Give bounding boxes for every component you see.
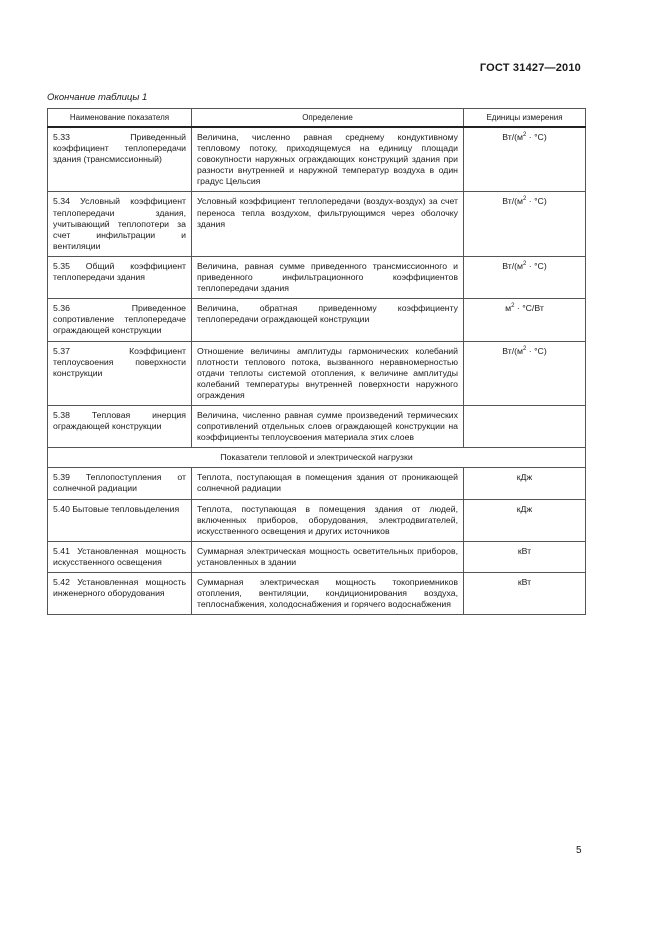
unit-cell: кДж: [464, 468, 586, 499]
unit-exponent: 2: [523, 260, 527, 267]
definition-cell: Теплота, поступающая в помещения здания от проникающей солнечной радиации: [192, 468, 464, 499]
unit-text: Вт/(м: [502, 260, 524, 271]
unit-cell: [464, 127, 586, 192]
section-row: [48, 448, 586, 468]
definition-cell: Величина, численно равная сумме произведений термических сопротивлений отдельных слоев ограждающей конструкции на коэффициенты теплоусвоения материала этих слоев: [192, 405, 464, 447]
term-cell: 5.39 Теплопоступления от солнечной радиации: [48, 468, 192, 499]
definition-cell: Суммарная электрическая мощность осветительных приборов, установленных в здании: [192, 541, 464, 572]
term-cell: 5.36 Приведенное сопротивление теплопередаче ограждающей конструкции: [48, 299, 192, 341]
term-cell: 5.38 Тепловая инерция ограждающей конструкции: [48, 405, 192, 447]
table-row: [48, 499, 586, 541]
definition-cell: Величина, обратная приведенному коэффициенту теплопередачи ограждающей конструкции: [192, 299, 464, 341]
table-row: [48, 341, 586, 405]
page-number: 5: [576, 845, 582, 856]
definition-cell: Теплота, поступающая в помещения здания от людей, включенных приборов, оборудования, электродвигателей, искусственного освещения и других источников: [192, 499, 464, 541]
unit-cell: кВт: [464, 573, 586, 615]
definitions-table: [47, 108, 586, 615]
unit-cell: [464, 299, 586, 341]
section-title: Показатели тепловой и электрической нагрузки: [48, 448, 586, 468]
term-cell: 5.33 Приведенный коэффициент теплопередачи здания (трансмиссионный): [48, 127, 192, 192]
table-header-row: [48, 109, 586, 128]
table-row: [48, 541, 586, 572]
term-cell: 5.40 Бытовые тепловыделения: [48, 499, 192, 541]
table-row: [48, 299, 586, 341]
definition-cell: Отношение величины амплитуды гармонических колебаний плотности теплового потока, вызванного неравномерностью отдачи теплоты системой отопления, к величине амплитуды колебаний температуры внутренней поверхности наружного ограждения: [192, 341, 464, 405]
column-header-name: Наименование показателя: [48, 109, 192, 128]
unit-text: Вт/(м: [502, 196, 524, 207]
table-caption: Окончание таблицы 1: [47, 92, 148, 103]
unit-exponent: 2: [523, 132, 527, 138]
unit-text: · °С): [526, 132, 547, 142]
unit-cell: [464, 256, 586, 298]
table-row: [48, 256, 586, 298]
unit-cell: кВт: [464, 541, 586, 572]
definition-cell: Величина, равная сумме приведенного трансмиссионного и приведенного инфильтрационного коэффициентов теплопередачи здания: [192, 256, 464, 298]
unit-cell: [464, 341, 586, 405]
table-row: [48, 468, 586, 499]
column-header-units: Единицы измерения: [464, 109, 586, 128]
unit-text: · °С/Вт: [514, 303, 544, 314]
table-row: [48, 405, 586, 447]
term-cell: 5.35 Общий коэффициент теплопередачи здания: [48, 256, 192, 298]
table-row: [48, 573, 586, 615]
term-cell: 5.34 Условный коэффициент теплопередачи здания, учитывающий теплопотери за счет инфильтрации и вентиляции: [48, 192, 192, 256]
unit-exponent: 2: [523, 345, 527, 352]
unit-cell: [464, 405, 586, 447]
definition-cell: Суммарная электрическая мощность токоприемников отопления, вентиляции, кондиционирования воздуха, теплоснабжения, холодоснабжения и горячего водоснабжения: [192, 573, 464, 615]
definition-cell: Величина, численно равная среднему кондуктивному тепловому потоку, приходящемуся на единицу площади совокупности наружных ограждающих конструкций здания при разности внутренней и наружной температур воздуха в один градус Цельсия: [192, 127, 464, 192]
term-cell: 5.41 Установленная мощность искусственного освещения: [48, 541, 192, 572]
unit-exponent: 2: [523, 196, 527, 203]
table-row: [48, 192, 586, 256]
unit-cell: кДж: [464, 499, 586, 541]
column-header-definition: Определение: [192, 109, 464, 128]
unit-text: · °С): [526, 345, 547, 356]
unit-cell: [464, 192, 586, 256]
unit-text: · °С): [526, 196, 547, 207]
term-cell: 5.42 Установленная мощность инженерного оборудования: [48, 573, 192, 615]
definition-cell: Условный коэффициент теплопередачи (воздух-воздух) за счет переноса тепла воздухом, фильтрующимся через оболочку здания: [192, 192, 464, 256]
document-code: ГОСТ 31427—2010: [479, 62, 581, 74]
unit-text: Вт/(м: [502, 345, 524, 356]
unit-exponent: 2: [511, 303, 515, 310]
term-cell: 5.37 Коэффициент теплоусвоения поверхности конструкции: [48, 341, 192, 405]
table-row: [48, 127, 586, 192]
unit-text: Вт/(м: [502, 132, 524, 142]
unit-text: · °С): [526, 260, 547, 271]
unit-text: м: [505, 303, 512, 314]
